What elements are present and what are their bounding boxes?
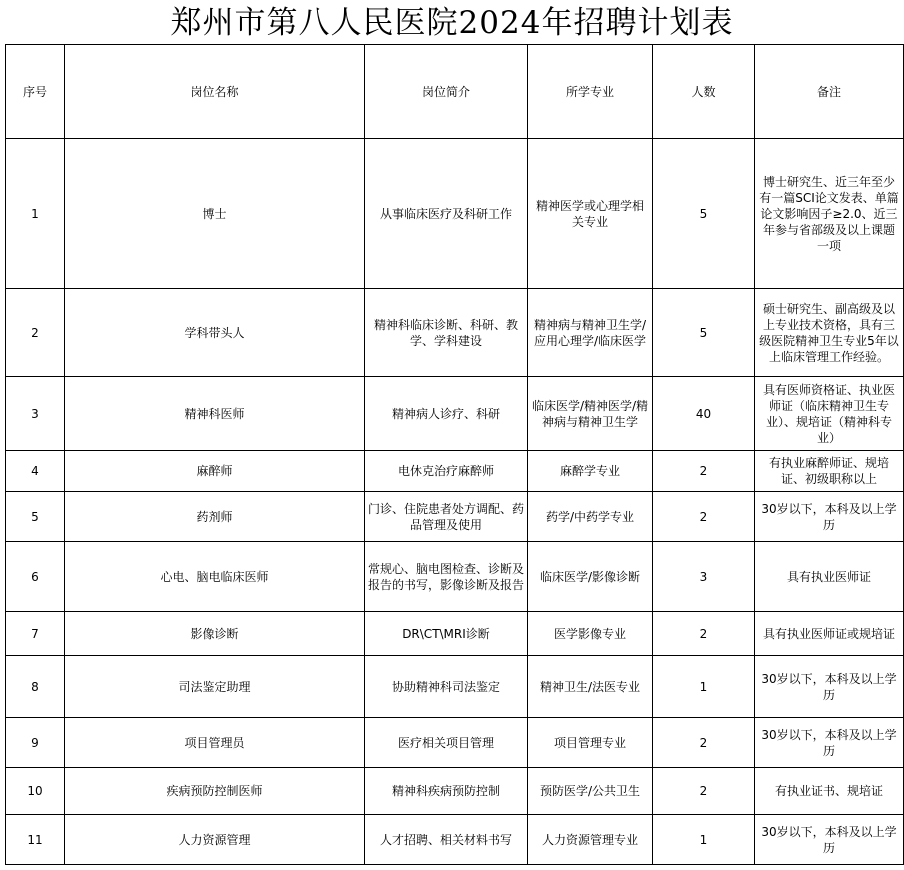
- cell-major: 项目管理专业: [528, 718, 653, 768]
- table-row: [6, 612, 904, 656]
- cell-position: 药剂师: [65, 492, 365, 542]
- cell-note: 30岁以下，本科及以上学历: [755, 656, 904, 718]
- page-title: 郑州市第八人民医院2024年招聘计划表: [170, 5, 734, 41]
- cell-note: 硕士研究生、副高级及以上专业技术资格，具有三级医院精神卫生专业5年以上临床管理工作经验。: [755, 289, 904, 377]
- cell-intro: 常规心、脑电图检查、诊断及报告的书写，影像诊断及报告: [365, 542, 528, 612]
- cell-count: 2: [653, 492, 755, 542]
- header-major: 所学专业: [528, 45, 653, 139]
- cell-position: 疾病预防控制医师: [65, 768, 365, 815]
- cell-count: 40: [653, 377, 755, 451]
- cell-position: 学科带头人: [65, 289, 365, 377]
- cell-intro: 协助精神科司法鉴定: [365, 656, 528, 718]
- cell-no: 11: [6, 815, 65, 865]
- cell-no: 4: [6, 451, 65, 492]
- cell-no: 2: [6, 289, 65, 377]
- cell-count: 2: [653, 768, 755, 815]
- cell-position: 项目管理员: [65, 718, 365, 768]
- cell-note: 有执业证书、规培证: [755, 768, 904, 815]
- cell-major: 预防医学/公共卫生: [528, 768, 653, 815]
- table-header-row: [6, 45, 904, 139]
- cell-no: 5: [6, 492, 65, 542]
- cell-major: 药学/中药学专业: [528, 492, 653, 542]
- cell-major: 精神病与精神卫生学/应用心理学/临床医学: [528, 289, 653, 377]
- cell-major: 临床医学/影像诊断: [528, 542, 653, 612]
- cell-position: 影像诊断: [65, 612, 365, 656]
- table-row: [6, 768, 904, 815]
- cell-no: 1: [6, 139, 65, 289]
- cell-position: 心电、脑电临床医师: [65, 542, 365, 612]
- cell-position: 人力资源管理: [65, 815, 365, 865]
- cell-note: 有执业麻醉师证、规培证、初级职称以上: [755, 451, 904, 492]
- cell-no: 7: [6, 612, 65, 656]
- header-note: 备注: [755, 45, 904, 139]
- cell-intro: 精神病人诊疗、科研: [365, 377, 528, 451]
- cell-position: 麻醉师: [65, 451, 365, 492]
- cell-count: 3: [653, 542, 755, 612]
- cell-no: 9: [6, 718, 65, 768]
- cell-major: 医学影像专业: [528, 612, 653, 656]
- cell-no: 3: [6, 377, 65, 451]
- cell-note: 30岁以下，本科及以上学历: [755, 815, 904, 865]
- table-row: [6, 289, 904, 377]
- table-row: [6, 815, 904, 865]
- cell-intro: 精神科疾病预防控制: [365, 768, 528, 815]
- cell-note: 具有执业医师证: [755, 542, 904, 612]
- header-no: 序号: [6, 45, 65, 139]
- cell-count: 1: [653, 656, 755, 718]
- table-row: [6, 656, 904, 718]
- cell-no: 6: [6, 542, 65, 612]
- cell-major: 人力资源管理专业: [528, 815, 653, 865]
- cell-intro: 从事临床医疗及科研工作: [365, 139, 528, 289]
- cell-note: 30岁以下，本科及以上学历: [755, 718, 904, 768]
- table-row: [6, 139, 904, 289]
- cell-count: 2: [653, 612, 755, 656]
- table-row: [6, 451, 904, 492]
- cell-position: 精神科医师: [65, 377, 365, 451]
- cell-count: 5: [653, 289, 755, 377]
- cell-note: 具有执业医师证或规培证: [755, 612, 904, 656]
- header-intro: 岗位简介: [365, 45, 528, 139]
- cell-note: 30岁以下，本科及以上学历: [755, 492, 904, 542]
- cell-major: 麻醉学专业: [528, 451, 653, 492]
- cell-major: 临床医学/精神医学/精神病与精神卫生学: [528, 377, 653, 451]
- cell-no: 8: [6, 656, 65, 718]
- cell-count: 1: [653, 815, 755, 865]
- table-row: [6, 377, 904, 451]
- cell-intro: 精神科临床诊断、科研、教学、学科建设: [365, 289, 528, 377]
- cell-note: 博士研究生、近三年至少有一篇SCI论文发表、单篇论文影响因子≥2.0、近三年参与省部级及以上课题一项: [755, 139, 904, 289]
- cell-count: 2: [653, 718, 755, 768]
- cell-major: 精神医学或心理学相关专业: [528, 139, 653, 289]
- header-count: 人数: [653, 45, 755, 139]
- cell-intro: 门诊、住院患者处方调配、药品管理及使用: [365, 492, 528, 542]
- table-row: [6, 718, 904, 768]
- cell-intro: 人才招聘、相关材料书写: [365, 815, 528, 865]
- recruitment-table: [5, 44, 904, 865]
- table-row: [6, 542, 904, 612]
- cell-position: 司法鉴定助理: [65, 656, 365, 718]
- table-row: [6, 492, 904, 542]
- cell-intro: 医疗相关项目管理: [365, 718, 528, 768]
- cell-note: 具有医师资格证、执业医师证（临床精神卫生专业）、规培证（精神科专业）: [755, 377, 904, 451]
- cell-intro: 电休克治疗麻醉师: [365, 451, 528, 492]
- cell-count: 5: [653, 139, 755, 289]
- cell-intro: DR\CT\MRI诊断: [365, 612, 528, 656]
- cell-count: 2: [653, 451, 755, 492]
- header-position: 岗位名称: [65, 45, 365, 139]
- cell-position: 博士: [65, 139, 365, 289]
- cell-major: 精神卫生/法医专业: [528, 656, 653, 718]
- cell-no: 10: [6, 768, 65, 815]
